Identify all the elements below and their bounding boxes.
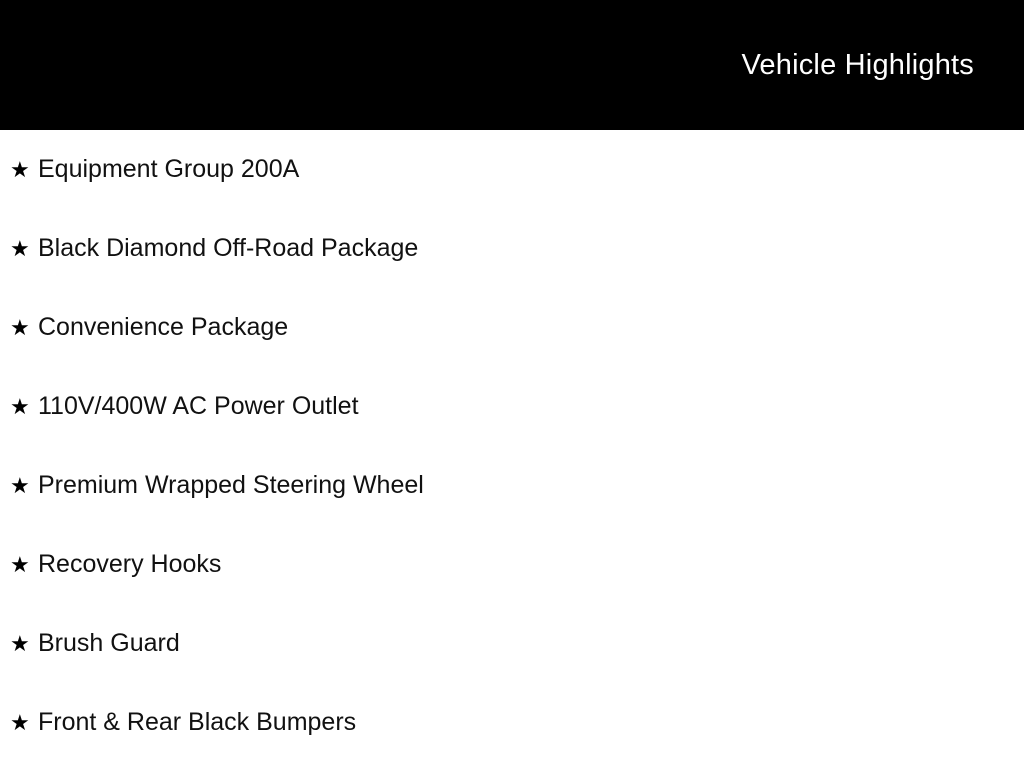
list-item-label: 110V/400W AC Power Outlet	[38, 391, 359, 420]
header-bar	[0, 0, 1024, 130]
list-item	[0, 288, 1024, 367]
vehicle-highlights-list	[0, 130, 1024, 762]
list-item-label: Equipment Group 200A	[38, 154, 300, 183]
list-item-label: Convenience Package	[38, 312, 289, 341]
page-title: Vehicle Highlights	[741, 48, 974, 81]
list-item-label: Front & Rear Black Bumpers	[38, 707, 357, 736]
list-item-label: Brush Guard	[38, 628, 180, 657]
star-bullet-icon: ★	[10, 709, 30, 735]
list-item-label: Black Diamond Off-Road Package	[38, 233, 419, 262]
star-bullet-icon: ★	[10, 156, 30, 182]
list-item	[0, 209, 1024, 288]
list-item	[0, 604, 1024, 683]
star-bullet-icon: ★	[10, 630, 30, 656]
star-bullet-icon: ★	[10, 551, 30, 577]
list-item	[0, 446, 1024, 525]
list-item-label: Recovery Hooks	[38, 549, 222, 578]
list-item	[0, 130, 1024, 209]
star-bullet-icon: ★	[10, 393, 30, 419]
star-bullet-icon: ★	[10, 472, 30, 498]
list-item	[0, 367, 1024, 446]
star-bullet-icon: ★	[10, 235, 30, 261]
star-bullet-icon: ★	[10, 314, 30, 340]
list-item-label: Premium Wrapped Steering Wheel	[38, 470, 424, 499]
list-item	[0, 525, 1024, 604]
list-item	[0, 683, 1024, 762]
